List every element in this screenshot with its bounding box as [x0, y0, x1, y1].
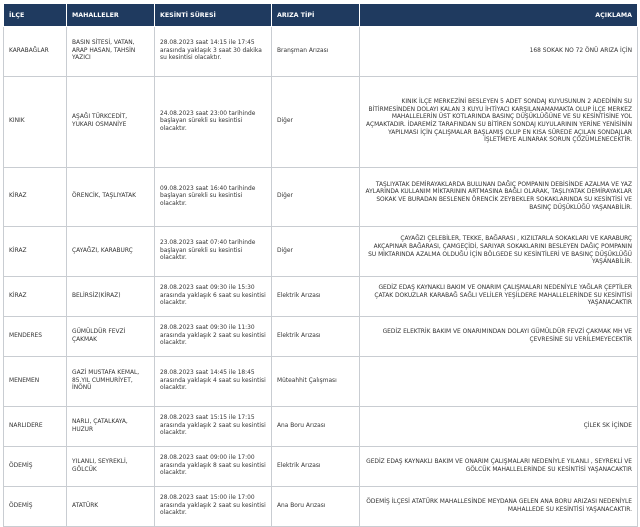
- cell-kesinti-suresi: 28.08.2023 saat 14:45 ile 18:45 arasında yaklaşık 4 saat su kesintisi olacaktır.: [155, 357, 272, 407]
- cell-mahalleler: ÖRENCİK, TAŞLIYATAK: [67, 168, 155, 227]
- cell-ilce: KİRAZ: [4, 227, 67, 277]
- cell-ilce: MENEMEN: [4, 357, 67, 407]
- cell-kesinti-suresi: 28.08.2023 saat 14:15 ile 17:45 arasında yaklaşık 3 saat 30 dakika su kesintisi olacaktır.: [155, 27, 272, 77]
- table-row: [4, 227, 638, 277]
- cell-kesinti-suresi: 28.08.2023 saat 09:00 ile 17:00 arasında yaklaşık 8 saat su kesintisi olacaktır.: [155, 447, 272, 487]
- cell-kesinti-suresi: 24.08.2023 saat 23:00 tarihinde başlayan sürekli su kesintisi olacaktır.: [155, 77, 272, 168]
- cell-ariza-tipi: Diğer: [272, 227, 360, 277]
- cell-mahalleler: GAZİ MUSTAFA KEMAL, 85.YIL CUMHURİYET, İNÖNÜ: [67, 357, 155, 407]
- table-header: [4, 4, 638, 27]
- cell-ilce: MENDERES: [4, 317, 67, 357]
- table-row: [4, 357, 638, 407]
- cell-ariza-tipi: Elektrik Arızası: [272, 317, 360, 357]
- column-header-mahalleler: MAHALLELER: [67, 4, 155, 27]
- cell-mahalleler: AŞAĞI TÜRKCEDİT, YUKARI OSMANİYE: [67, 77, 155, 168]
- cell-kesinti-suresi: 28.08.2023 saat 15:00 ile 17:00 arasında yaklaşık 2 saat su kesintisi olacaktır.: [155, 487, 272, 527]
- cell-ariza-tipi: Ana Boru Arızası: [272, 487, 360, 527]
- cell-ilce: KİRAZ: [4, 277, 67, 317]
- water-outage-table: [3, 3, 638, 527]
- cell-aciklama: TAŞLIYATAK DEMİRAYAKLARDA BULUNAN DAĞIÇ POMPANIN DEBİSİNDE AZALMA VE YAZ AYLARINDA KULLANIM MİKTARININ ARTMASINA BAĞLI OLARAK, TAŞLIYATAK DEMİRAYAKLAR SOKAK VE BURADAN BESLENEN ÖRENCİK ZEYBEKLER SOKAKLARINDA SU KESİNTİSİ VE BASINÇ DÜŞÜKLÜĞÜ YAŞANABİLİR.: [360, 168, 638, 227]
- outage-table-container: [3, 3, 637, 527]
- cell-mahalleler: BASIN SİTESİ, VATAN, ARAP HASAN, TAHSİN YAZICI: [67, 27, 155, 77]
- cell-ariza-tipi: Diğer: [272, 168, 360, 227]
- cell-aciklama: KINIK İLÇE MERKEZİNİ BESLEYEN 5 ADET SONDAJ KUYUSUNUN 2 ADEDİNİN SU BİTİRMESİNDEN DOLAYI KALAN 3 KUYU İHTİYACI KARŞILANAMAMAKTA OLUP İLÇE MERKEZ MAHALLELERİN ÜST KOTLARINDA BASINÇ DÜŞÜKLÜĞÜNE VE SU KESİNTİSİNE YOL AÇMAKTADIR. İDAREMİZ TARAFINDAN SU BİTİREN SONDAJ KUYULARININ YERİNE YENİSİNİN YAPILMASI İÇİN ÇALIŞMALAR BAŞLAMIŞ OLUP EN KISA SÜREDE AÇILAN SONDAJLAR İŞLETMEYE ALINARAK SORUN ÇÖZÜMLENECEKTİR.: [360, 77, 638, 168]
- table-row: [4, 168, 638, 227]
- cell-mahalleler: ÇAYAĞZI, KARABURÇ: [67, 227, 155, 277]
- table-row: [4, 277, 638, 317]
- table-row: [4, 77, 638, 168]
- cell-ariza-tipi: Elektrik Arızası: [272, 277, 360, 317]
- cell-ariza-tipi: Müteahhit Çalışması: [272, 357, 360, 407]
- cell-aciklama: GEDİZ EDAŞ KAYNAKLI BAKIM VE ONARIM ÇALIŞMALARI NEDENİYLE YILANLI , SEYREKLİ VE GÖLCÜK MAHALLELERİNDE SU KESİNTİSİ YAŞANACAKTIR: [360, 447, 638, 487]
- cell-mahalleler: GÜMÜLDÜR FEVZİ ÇAKMAK: [67, 317, 155, 357]
- table-row: [4, 487, 638, 527]
- cell-ilce: KINIK: [4, 77, 67, 168]
- cell-ariza-tipi: Branşman Arızası: [272, 27, 360, 77]
- cell-ariza-tipi: Ana Boru Arızası: [272, 407, 360, 447]
- cell-kesinti-suresi: 28.08.2023 saat 09:30 ile 11:30 arasında yaklaşık 2 saat su kesintisi olacaktır.: [155, 317, 272, 357]
- cell-aciklama: ÖDEMİŞ İLÇESİ ATATÜRK MAHALLESİNDE MEYDANA GELEN ANA BORU ARIZASI NEDENİYLE MAHALLEDE SU KESİNTİSİ YAŞANACAKTIR.: [360, 487, 638, 527]
- cell-kesinti-suresi: 09.08.2023 saat 16:40 tarihinde başlayan sürekli su kesintisi olacaktır.: [155, 168, 272, 227]
- cell-ilce: ÖDEMİŞ: [4, 447, 67, 487]
- table-body: [4, 27, 638, 527]
- cell-kesinti-suresi: 28.08.2023 saat 09:30 ile 15:30 arasında yaklaşık 6 saat su kesintisi olacaktır.: [155, 277, 272, 317]
- table-row: [4, 27, 638, 77]
- cell-aciklama: GEDİZ EDAŞ KAYNAKLI BAKIM VE ONARIM ÇALIŞMALARI NEDENİYLE YAĞLAR ÇEPTİLER ÇATAK DOKUZLAR KARABAĞ SAĞLI VELİLER YEŞİLDERE MAHALLELERİNDE SU KESİNTİSİ YAŞANACAKTIR: [360, 277, 638, 317]
- header-row: [4, 4, 638, 27]
- cell-ilce: NARLIDERE: [4, 407, 67, 447]
- cell-mahalleler: NARLI, ÇATALKAYA, HUZUR: [67, 407, 155, 447]
- cell-ilce: ÖDEMİŞ: [4, 487, 67, 527]
- cell-kesinti-suresi: 28.08.2023 saat 15:15 ile 17:15 arasında yaklaşık 2 saat su kesintisi olacaktır.: [155, 407, 272, 447]
- cell-aciklama: GEDİZ ELEKTRİK BAKIM VE ONARIMINDAN DOLAYI GÜMÜLDÜR FEVZİ ÇAKMAK MH VE ÇEVRESİNE SU VERİLEMEYECEKTİR: [360, 317, 638, 357]
- cell-mahalleler: YILANLI, SEYREKLİ, GÖLCÜK: [67, 447, 155, 487]
- table-row: [4, 407, 638, 447]
- cell-aciklama: ÇİLEK SK İÇİNDE: [360, 407, 638, 447]
- column-header-aciklama: AÇIKLAMA: [360, 4, 638, 27]
- column-header-ariza-tipi: ARIZA TİPİ: [272, 4, 360, 27]
- cell-mahalleler: BELİRSİZ(KİRAZ): [67, 277, 155, 317]
- cell-ariza-tipi: Elektrik Arızası: [272, 447, 360, 487]
- cell-ariza-tipi: Diğer: [272, 77, 360, 168]
- cell-kesinti-suresi: 23.08.2023 saat 07:40 tarihinde başlayan sürekli su kesintisi olacaktır.: [155, 227, 272, 277]
- column-header-ilce: İLÇE: [4, 4, 67, 27]
- table-row: [4, 317, 638, 357]
- cell-aciklama: [360, 357, 638, 407]
- table-row: [4, 447, 638, 487]
- cell-ilce: KİRAZ: [4, 168, 67, 227]
- column-header-kesinti-suresi: KESİNTİ SÜRESİ: [155, 4, 272, 27]
- cell-mahalleler: ATATÜRK: [67, 487, 155, 527]
- cell-ilce: KARABAĞLAR: [4, 27, 67, 77]
- cell-aciklama: ÇAYAĞZI ÇELEBİLER, TEKKE, BAĞARASI , KIZILTARLA SOKAKLARI VE KARABURÇ AKÇAPINAR BAĞARASI, ÇAMGEÇİDİ, SARIYAR SOKAKLARINI BESLEYEN DAĞIÇ POMPANIN SU MİKTARINDA AZALMA OLDUĞU İÇİN BÖLGEDE SU KESİNTİLERİ VE BASINÇ DÜŞÜKLÜĞÜ YAŞANABİLİR.: [360, 227, 638, 277]
- cell-aciklama: 168 SOKAK NO 72 ÖNÜ ARIZA İÇİN: [360, 27, 638, 77]
